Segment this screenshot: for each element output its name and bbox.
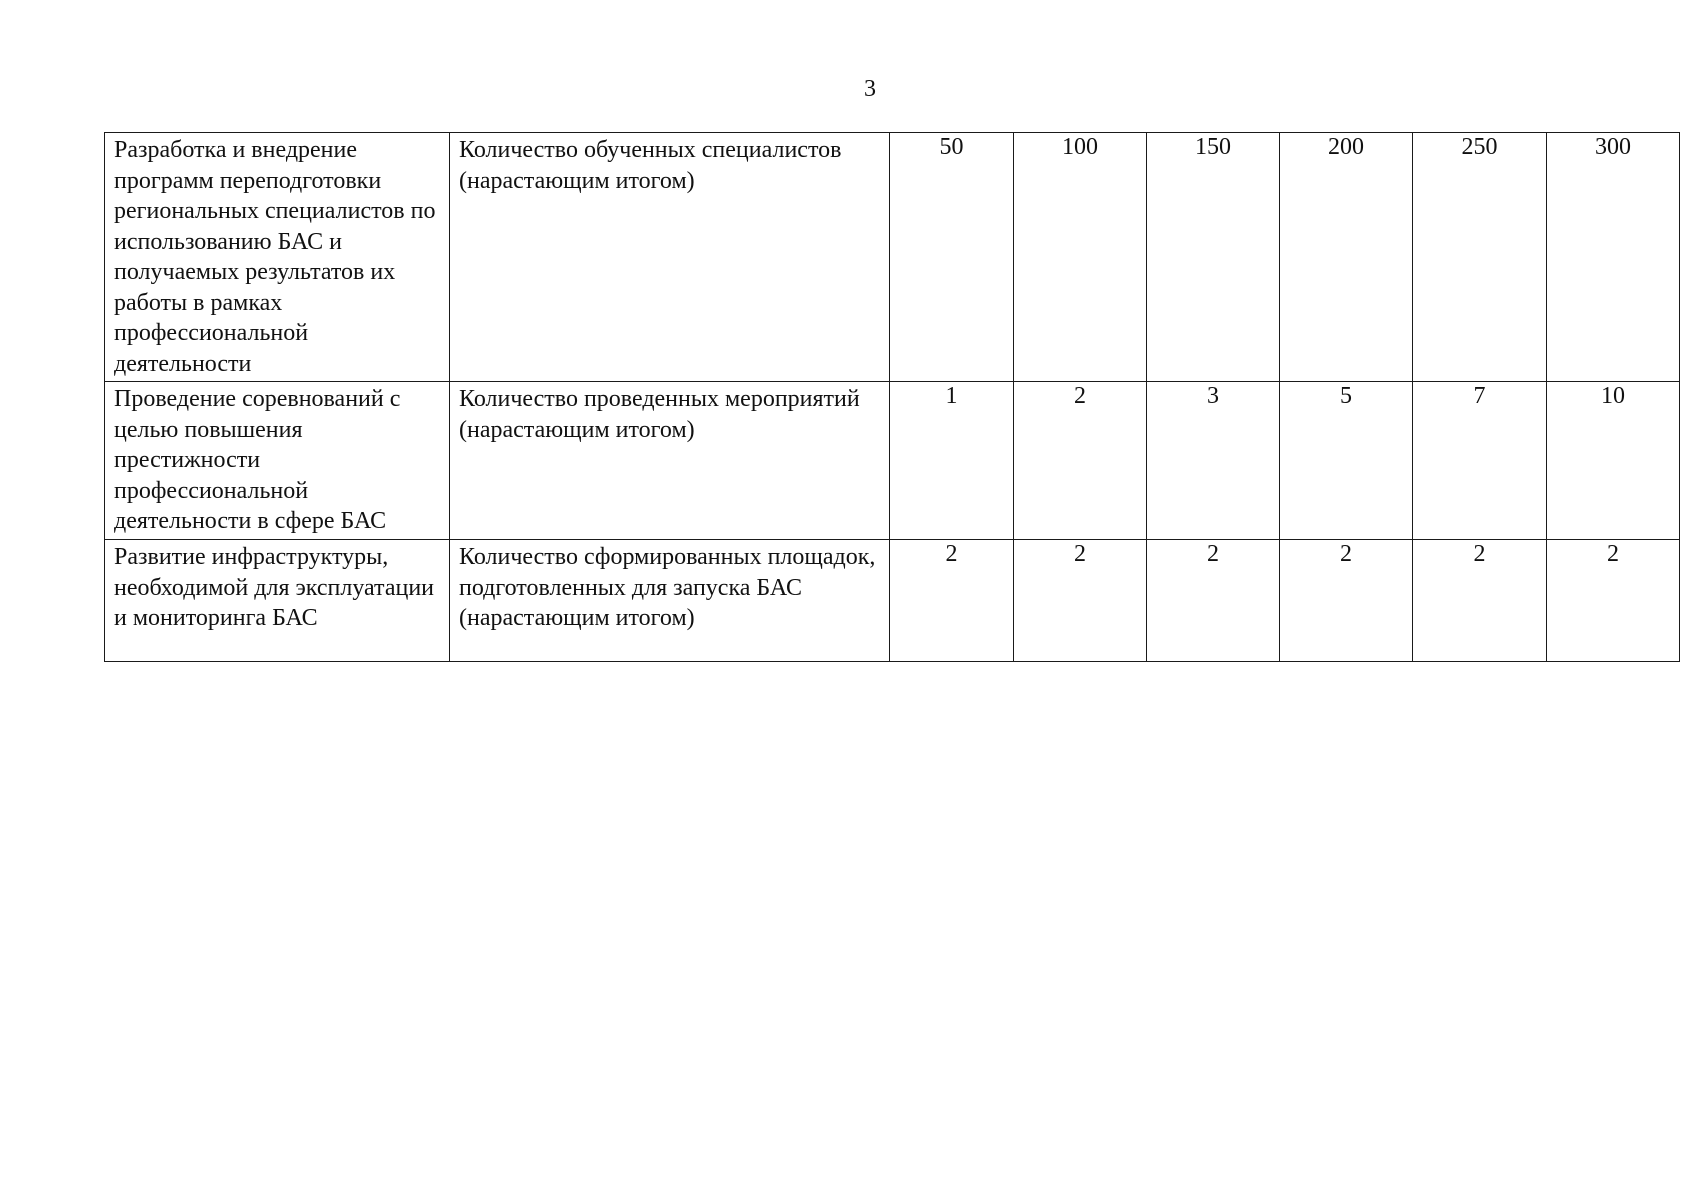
value-cell: 2	[1014, 382, 1147, 540]
table-row	[105, 133, 1680, 382]
value-cell: 2	[1280, 540, 1413, 662]
table-row	[105, 382, 1680, 540]
indicators-table	[104, 132, 1680, 662]
value-cell: 150	[1147, 133, 1280, 382]
value-cell: 10	[1547, 382, 1680, 540]
value-cell: 300	[1547, 133, 1680, 382]
value-cell: 2	[1147, 540, 1280, 662]
indicator-cell: Количество обученных специалистов (нарастающим итогом)	[450, 133, 890, 382]
value-cell: 2	[1014, 540, 1147, 662]
table-row	[105, 540, 1680, 662]
value-cell: 3	[1147, 382, 1280, 540]
value-cell: 5	[1280, 382, 1413, 540]
activity-cell: Развитие инфраструктуры, необходимой для эксплуатации и мониторинга БАС	[105, 540, 450, 662]
value-cell: 50	[890, 133, 1014, 382]
page-number: 3	[864, 76, 876, 102]
value-cell: 200	[1280, 133, 1413, 382]
value-cell: 100	[1014, 133, 1147, 382]
activity-cell: Проведение соревнований с целью повышения престижности профессиональной деятельности в сфере БАС	[105, 382, 450, 540]
value-cell: 2	[1413, 540, 1547, 662]
indicator-cell: Количество проведенных мероприятий (нарастающим итогом)	[450, 382, 890, 540]
value-cell: 7	[1413, 382, 1547, 540]
indicator-cell: Количество сформированных площадок, подготовленных для запуска БАС (нарастающим итогом)	[450, 540, 890, 662]
value-cell: 1	[890, 382, 1014, 540]
activity-cell: Разработка и внедрение программ переподготовки региональных специалистов по использованию БАС и получаемых результатов их работы в рамках профессиональной деятельности	[105, 133, 450, 382]
value-cell: 2	[890, 540, 1014, 662]
value-cell: 2	[1547, 540, 1680, 662]
value-cell: 250	[1413, 133, 1547, 382]
